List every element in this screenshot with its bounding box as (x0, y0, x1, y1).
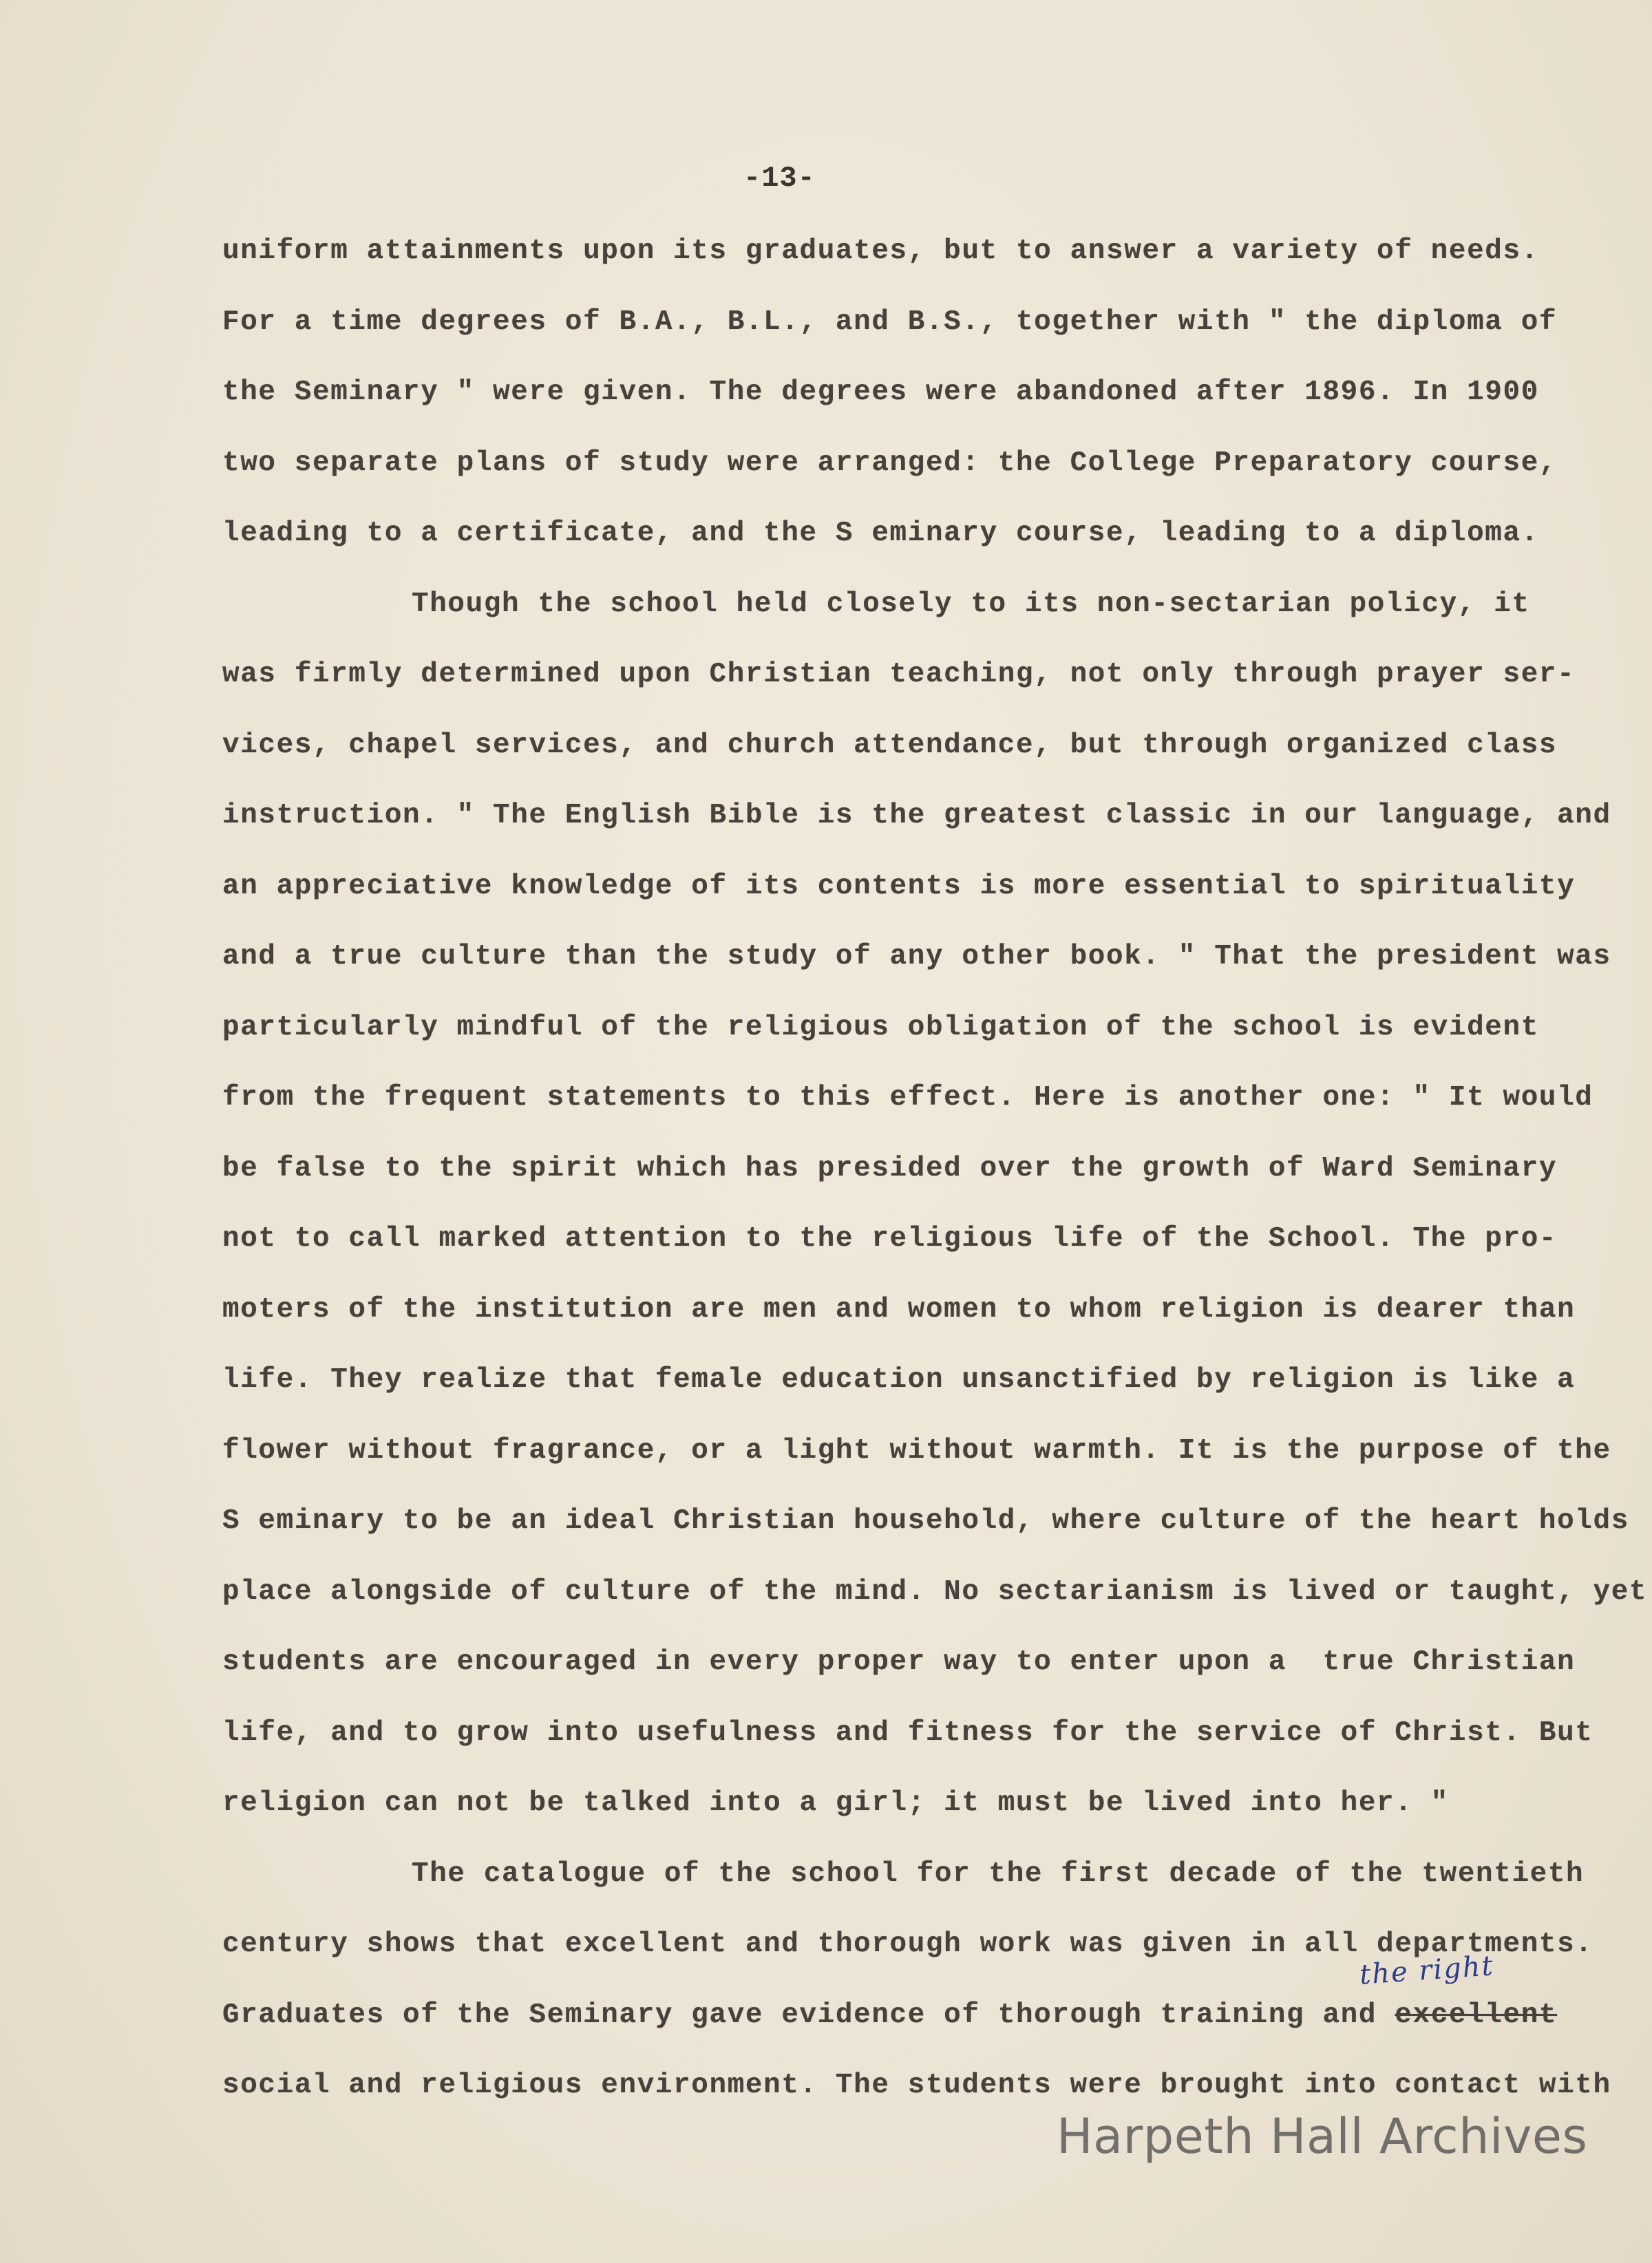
text-line: was firmly determined upon Christian teaching, not only through prayer ser- (222, 659, 1576, 690)
text-line: two separate plans of study were arranged: the College Preparatory course, (222, 447, 1558, 479)
text-line: S eminary to be an ideal Christian household, where culture of the heart holds (222, 1505, 1629, 1537)
text-line: be false to the spirit which has presided over the growth of Ward Seminary (222, 1152, 1558, 1184)
body-text (222, 231, 1648, 2136)
text-line: religion can not be talked into a girl; it must be lived into her. " (222, 1787, 1449, 1819)
text-line: the Seminary " were given. The degrees were abandoned after 1896. In 1900 (222, 376, 1539, 408)
text-line: For a time degrees of B.A., B.L., and B.S., together with " the diploma of (222, 306, 1558, 338)
paragraph-start-line: Though the school held closely to its non-sectarian policy, it (412, 588, 1530, 620)
text-line: uniform attainments upon its graduates, but to answer a variety of needs. (222, 235, 1539, 267)
handwritten-insertion: the right (1358, 1950, 1495, 1991)
text-line: vices, chapel services, and church attendance, but through organized class (222, 729, 1558, 761)
paragraph-start-line: The catalogue of the school for the first decade of the twentieth (412, 1858, 1585, 1890)
text-line: particularly mindful of the religious obligation of the school is evident (222, 1011, 1539, 1043)
text-line: leading to a certificate, and the S eminary course, leading to a diploma. (222, 518, 1539, 549)
struck-out-word: excellent (1395, 1999, 1558, 2031)
text-line: from the frequent statements to this effect. Here is another one: " It would (222, 1082, 1593, 1114)
text-line: social and religious environment. The students were brought into contact with (222, 2070, 1611, 2101)
text-line: flower without fragrance, or a light without warmth. It is the purpose of the (222, 1434, 1611, 1467)
text-line-start: Graduates of the Seminary gave evidence of thorough training and (222, 1999, 1377, 2031)
text-line: instruction. " The English Bible is the greatest classic in our language, and (222, 800, 1611, 831)
text-line: life, and to grow into usefulness and fitness for the service of Christ. But (222, 1717, 1593, 1749)
text-line: moters of the institution are men and women to whom religion is dearer than (222, 1293, 1576, 1326)
text-line: students are encouraged in every proper way to enter upon a true Christian (222, 1646, 1576, 1678)
text-line: century shows that excellent and thorough work was given in all departments. (222, 1929, 1593, 1960)
text-line-with-strikeout (222, 1995, 1620, 2065)
text-line: an appreciative knowledge of its contents is more essential to spirituality (222, 870, 1576, 902)
page-number: -13- (743, 162, 816, 195)
text-line: not to call marked attention to the religious life of the School. The pro- (222, 1223, 1558, 1255)
archive-watermark: Harpeth Hall Archives (1057, 2108, 1588, 2165)
text-line: place alongside of culture of the mind. No sectarianism is lived or taught, yet (222, 1575, 1648, 1608)
text-line: and a true culture than the study of any other book. " That the president was (222, 941, 1611, 973)
text-line: life. They realize that female education unsanctified by religion is like a (222, 1364, 1576, 1396)
